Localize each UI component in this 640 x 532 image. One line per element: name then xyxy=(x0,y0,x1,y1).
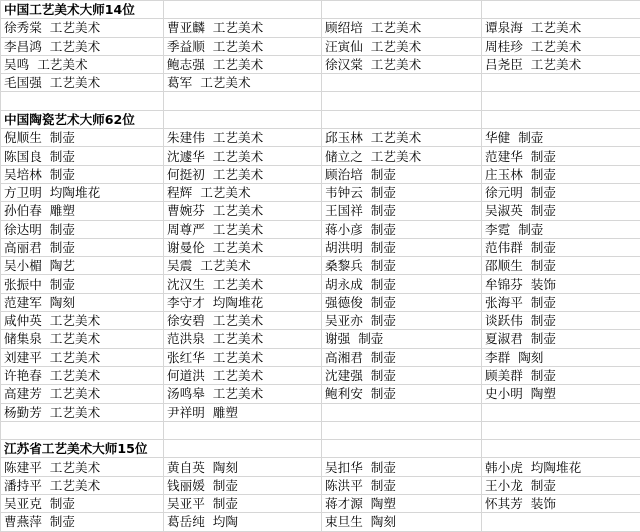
master-name-craft: 周桂珍 工艺美术 xyxy=(485,39,581,54)
master-name-craft: 吴亚克 制壶 xyxy=(4,496,75,511)
master-name-craft: 谢曼伦 工艺美术 xyxy=(167,240,263,255)
master-cell[interactable] xyxy=(322,495,482,513)
master-name-craft: 陈国良 制壶 xyxy=(4,149,75,164)
master-cell[interactable] xyxy=(322,312,482,330)
master-cell[interactable] xyxy=(1,129,164,147)
empty-cell[interactable] xyxy=(164,421,322,439)
empty-cell[interactable] xyxy=(322,421,482,439)
table-row xyxy=(1,55,640,73)
master-name-craft: 葛军 工艺美术 xyxy=(167,75,251,90)
master-name-craft: 韩小虎 均陶堆花 xyxy=(485,460,581,475)
master-cell[interactable] xyxy=(1,293,164,311)
master-name-craft: 何挺初 工艺美术 xyxy=(167,167,263,182)
master-name-craft: 曹燕萍 制壶 xyxy=(4,514,75,529)
master-name-craft: 李守才 均陶堆花 xyxy=(167,295,263,310)
master-cell[interactable] xyxy=(322,257,482,275)
master-cell[interactable] xyxy=(322,513,482,531)
master-name-craft: 吴亚亦 制壶 xyxy=(325,313,396,328)
master-cell[interactable] xyxy=(164,129,322,147)
master-name-craft: 顾治培 制壶 xyxy=(325,167,396,182)
master-name-craft: 吴培林 制壶 xyxy=(4,167,75,182)
master-cell[interactable] xyxy=(1,257,164,275)
empty-cell[interactable] xyxy=(1,92,164,110)
table-row xyxy=(1,275,640,293)
master-name-craft: 徐安碧 工艺美术 xyxy=(167,313,263,328)
empty-cell[interactable] xyxy=(322,74,482,92)
empty-cell[interactable] xyxy=(482,74,640,92)
table-row xyxy=(1,513,640,531)
master-cell[interactable] xyxy=(164,366,322,384)
master-cell[interactable] xyxy=(322,330,482,348)
master-cell[interactable] xyxy=(322,476,482,494)
master-name-craft: 蒋小彦 制壶 xyxy=(325,222,396,237)
master-cell[interactable] xyxy=(482,385,640,403)
master-cell[interactable] xyxy=(482,37,640,55)
master-name-craft: 怀其芳 装饰 xyxy=(485,496,556,511)
master-cell[interactable] xyxy=(164,74,322,92)
master-cell[interactable] xyxy=(322,202,482,220)
master-name-craft: 方卫明 均陶堆花 xyxy=(4,185,100,200)
empty-cell[interactable] xyxy=(482,403,640,421)
table-row xyxy=(1,403,640,421)
table-row xyxy=(1,348,640,366)
master-name-craft: 陈建平 工艺美术 xyxy=(4,460,100,475)
master-name-craft: 徐元明 制壶 xyxy=(485,185,556,200)
master-cell[interactable] xyxy=(322,55,482,73)
master-cell[interactable] xyxy=(164,495,322,513)
section-title-text: 江苏省工艺美术大师15位 xyxy=(4,441,147,456)
empty-cell[interactable] xyxy=(322,440,482,458)
master-name-craft: 何道洪 工艺美术 xyxy=(167,368,263,383)
master-name-craft: 邵顺生 制壶 xyxy=(485,258,556,273)
master-cell[interactable] xyxy=(1,37,164,55)
master-cell[interactable] xyxy=(482,348,640,366)
empty-cell[interactable] xyxy=(164,110,322,128)
master-cell[interactable] xyxy=(1,458,164,476)
master-cell[interactable] xyxy=(1,202,164,220)
empty-cell[interactable] xyxy=(482,440,640,458)
master-name-craft: 储立之 工艺美术 xyxy=(325,149,421,164)
master-name-craft: 范建军 陶刻 xyxy=(4,295,75,310)
master-cell[interactable] xyxy=(1,19,164,37)
master-cell[interactable] xyxy=(1,330,164,348)
master-name-craft: 高建芳 工艺美术 xyxy=(4,386,100,401)
table-row xyxy=(1,129,640,147)
master-name-craft: 顾绍培 工艺美术 xyxy=(325,20,421,35)
master-name-craft: 张振中 制壶 xyxy=(4,277,75,292)
master-name-craft: 徐达明 制壶 xyxy=(4,222,75,237)
master-cell[interactable] xyxy=(164,238,322,256)
empty-cell[interactable] xyxy=(482,110,640,128)
master-name-craft: 陈洪平 制壶 xyxy=(325,478,396,493)
master-name-craft: 张红华 工艺美术 xyxy=(167,350,263,365)
master-cell[interactable] xyxy=(322,366,482,384)
master-name-craft: 牟锦芬 装饰 xyxy=(485,277,556,292)
master-cell[interactable] xyxy=(164,385,322,403)
empty-cell[interactable] xyxy=(1,421,164,439)
master-name-craft: 许艳春 工艺美术 xyxy=(4,368,100,383)
empty-cell[interactable] xyxy=(164,1,322,19)
master-cell[interactable] xyxy=(482,458,640,476)
empty-cell[interactable] xyxy=(322,403,482,421)
master-name-craft: 鲍志强 工艺美术 xyxy=(167,57,263,72)
table-row xyxy=(1,366,640,384)
section-title-text: 中国陶瓷艺术大师62位 xyxy=(4,112,135,127)
master-cell[interactable] xyxy=(322,348,482,366)
master-cell[interactable] xyxy=(1,348,164,366)
master-name-craft: 杨勤芳 工艺美术 xyxy=(4,405,100,420)
master-name-craft: 李霓 制壶 xyxy=(485,222,543,237)
master-name-craft: 储集泉 工艺美术 xyxy=(4,331,100,346)
master-name-craft: 蒋才源 陶塑 xyxy=(325,496,396,511)
empty-cell[interactable] xyxy=(322,1,482,19)
master-name-craft: 范建华 制壶 xyxy=(485,149,556,164)
master-name-craft: 咸仲英 工艺美术 xyxy=(4,313,100,328)
master-cell[interactable] xyxy=(482,183,640,201)
master-cell[interactable] xyxy=(1,476,164,494)
master-cell[interactable] xyxy=(322,220,482,238)
master-name-craft: 李群 陶刻 xyxy=(485,350,543,365)
master-cell[interactable] xyxy=(1,495,164,513)
empty-cell[interactable] xyxy=(482,1,640,19)
master-name-craft: 程辉 工艺美术 xyxy=(167,185,251,200)
table-row xyxy=(1,37,640,55)
master-cell[interactable] xyxy=(322,165,482,183)
master-cell[interactable] xyxy=(482,293,640,311)
section-title[interactable] xyxy=(1,1,164,19)
table-row xyxy=(1,312,640,330)
master-cell[interactable] xyxy=(1,513,164,531)
master-name-craft: 曹亚麟 工艺美术 xyxy=(167,20,263,35)
empty-cell[interactable] xyxy=(482,92,640,110)
table-row xyxy=(1,476,640,494)
master-name-craft: 周尊严 工艺美术 xyxy=(167,222,263,237)
master-name-craft: 黄自英 陶刻 xyxy=(167,460,238,475)
master-cell[interactable] xyxy=(164,275,322,293)
section-title-text: 中国工艺美术大师14位 xyxy=(4,2,135,17)
master-cell[interactable] xyxy=(1,385,164,403)
section-title[interactable] xyxy=(1,110,164,128)
master-cell[interactable] xyxy=(482,476,640,494)
master-name-craft: 刘建平 工艺美术 xyxy=(4,350,100,365)
master-cell[interactable] xyxy=(322,129,482,147)
master-cell[interactable] xyxy=(482,19,640,37)
master-cell[interactable] xyxy=(164,147,322,165)
table-row xyxy=(1,238,640,256)
master-cell[interactable] xyxy=(482,55,640,73)
master-cell[interactable] xyxy=(164,476,322,494)
master-name-craft: 毛国强 工艺美术 xyxy=(4,75,100,90)
section-heading-row xyxy=(1,440,640,458)
master-name-craft: 庄玉林 制壶 xyxy=(485,167,556,182)
master-cell[interactable] xyxy=(482,366,640,384)
master-cell[interactable] xyxy=(322,275,482,293)
master-cell[interactable] xyxy=(1,183,164,201)
table-body xyxy=(1,1,640,532)
table-row xyxy=(1,19,640,37)
table-row xyxy=(1,330,640,348)
master-name-craft: 强德俊 制壶 xyxy=(325,295,396,310)
table-row xyxy=(1,147,640,165)
master-name-craft: 沈汉生 工艺美术 xyxy=(167,277,263,292)
master-cell[interactable] xyxy=(1,366,164,384)
empty-cell[interactable] xyxy=(322,92,482,110)
master-name-craft: 史小明 陶塑 xyxy=(485,386,556,401)
table-row xyxy=(1,165,640,183)
master-name-craft: 范伟群 制壶 xyxy=(485,240,556,255)
master-name-craft: 桑黎兵 制壶 xyxy=(325,258,396,273)
master-name-craft: 吴淑英 制壶 xyxy=(485,203,556,218)
master-name-craft: 汤鸣皋 工艺美术 xyxy=(167,386,263,401)
master-name-craft: 葛岳纯 均陶 xyxy=(167,514,238,529)
master-cell[interactable] xyxy=(322,147,482,165)
master-cell[interactable] xyxy=(1,220,164,238)
master-name-craft: 谢强 制壶 xyxy=(325,331,383,346)
master-name-craft: 李昌鸿 工艺美术 xyxy=(4,39,100,54)
master-cell[interactable] xyxy=(1,275,164,293)
master-cell[interactable] xyxy=(164,458,322,476)
empty-cell[interactable] xyxy=(164,92,322,110)
empty-cell[interactable] xyxy=(164,440,322,458)
master-cell[interactable] xyxy=(164,513,322,531)
master-name-craft: 胡永成 制壶 xyxy=(325,277,396,292)
master-name-craft: 徐秀棠 工艺美术 xyxy=(4,20,100,35)
master-name-craft: 季益顺 工艺美术 xyxy=(167,39,263,54)
table-row xyxy=(1,495,640,513)
master-cell[interactable] xyxy=(482,220,640,238)
master-cell[interactable] xyxy=(482,495,640,513)
master-name-craft: 胡洪明 制壶 xyxy=(325,240,396,255)
master-cell[interactable] xyxy=(164,165,322,183)
master-name-craft: 范洪泉 工艺美术 xyxy=(167,331,263,346)
master-cell[interactable] xyxy=(164,312,322,330)
empty-cell[interactable] xyxy=(482,513,640,531)
master-cell[interactable] xyxy=(1,312,164,330)
master-name-craft: 束旦生 陶刻 xyxy=(325,514,396,529)
master-name-craft: 华健 制壶 xyxy=(485,130,543,145)
master-cell[interactable] xyxy=(482,275,640,293)
master-cell[interactable] xyxy=(164,55,322,73)
master-cell[interactable] xyxy=(1,74,164,92)
master-cell[interactable] xyxy=(322,19,482,37)
master-name-craft: 吴鸣 工艺美术 xyxy=(4,57,88,72)
master-name-craft: 顾美群 制壶 xyxy=(485,368,556,383)
master-name-craft: 韦钟云 制壶 xyxy=(325,185,396,200)
master-name-craft: 沈建强 制壶 xyxy=(325,368,396,383)
master-name-craft: 吴扣华 制壶 xyxy=(325,460,396,475)
master-cell[interactable] xyxy=(164,257,322,275)
master-cell[interactable] xyxy=(164,220,322,238)
master-name-craft: 尹祥明 雕塑 xyxy=(167,405,238,420)
master-cell[interactable] xyxy=(482,238,640,256)
master-cell[interactable] xyxy=(482,330,640,348)
master-name-craft: 邱玉林 工艺美术 xyxy=(325,130,421,145)
master-cell[interactable] xyxy=(164,19,322,37)
master-cell[interactable] xyxy=(482,257,640,275)
section-title[interactable] xyxy=(1,440,164,458)
master-cell[interactable] xyxy=(1,238,164,256)
master-name-craft: 潘持平 工艺美术 xyxy=(4,478,100,493)
master-cell[interactable] xyxy=(322,183,482,201)
master-name-craft: 夏淑君 制壶 xyxy=(485,331,556,346)
master-cell[interactable] xyxy=(322,238,482,256)
master-cell[interactable] xyxy=(164,202,322,220)
master-name-craft: 钱丽媛 制壶 xyxy=(167,478,238,493)
master-cell[interactable] xyxy=(322,37,482,55)
master-name-craft: 王国祥 制壶 xyxy=(325,203,396,218)
master-name-craft: 沈遽华 工艺美术 xyxy=(167,149,263,164)
master-cell[interactable] xyxy=(322,458,482,476)
master-cell[interactable] xyxy=(1,403,164,421)
table-row xyxy=(1,257,640,275)
master-cell[interactable] xyxy=(322,385,482,403)
master-name-craft: 谭泉海 工艺美术 xyxy=(485,20,581,35)
master-cell[interactable] xyxy=(1,55,164,73)
empty-cell[interactable] xyxy=(322,110,482,128)
master-cell[interactable] xyxy=(482,202,640,220)
master-cell[interactable] xyxy=(482,312,640,330)
master-name-craft: 倪顺生 制壶 xyxy=(4,130,75,145)
master-cell[interactable] xyxy=(164,403,322,421)
table-row xyxy=(1,74,640,92)
master-cell[interactable] xyxy=(164,293,322,311)
master-name-craft: 高湘君 制壶 xyxy=(325,350,396,365)
section-heading-row xyxy=(1,110,640,128)
table-row xyxy=(1,458,640,476)
table-row xyxy=(1,220,640,238)
master-name-craft: 王小龙 制壶 xyxy=(485,478,556,493)
master-cell[interactable] xyxy=(164,348,322,366)
section-heading-row xyxy=(1,1,640,19)
master-name-craft: 张海平 制壶 xyxy=(485,295,556,310)
table-row xyxy=(1,385,640,403)
master-cell[interactable] xyxy=(164,183,322,201)
master-cell[interactable] xyxy=(482,165,640,183)
master-name-craft: 鲍利安 制壶 xyxy=(325,386,396,401)
blank-row xyxy=(1,92,640,110)
empty-cell[interactable] xyxy=(482,421,640,439)
table-row xyxy=(1,183,640,201)
master-cell[interactable] xyxy=(1,165,164,183)
master-name-craft: 吴小楣 陶艺 xyxy=(4,258,75,273)
master-name-craft: 吕尧臣 工艺美术 xyxy=(485,57,581,72)
master-cell[interactable] xyxy=(322,293,482,311)
master-name-craft: 徐汉棠 工艺美术 xyxy=(325,57,421,72)
master-name-craft: 吴震 工艺美术 xyxy=(167,258,251,273)
master-name-craft: 曹婉芬 工艺美术 xyxy=(167,203,263,218)
master-name-craft: 孙伯春 雕塑 xyxy=(4,203,75,218)
master-name-craft: 汪寅仙 工艺美术 xyxy=(325,39,421,54)
master-name-craft: 谈跃伟 制壶 xyxy=(485,313,556,328)
master-cell[interactable] xyxy=(482,147,640,165)
master-cell[interactable] xyxy=(164,330,322,348)
blank-row xyxy=(1,421,640,439)
table-row xyxy=(1,293,640,311)
master-cell[interactable] xyxy=(482,129,640,147)
master-name-craft: 吴亚平 制壶 xyxy=(167,496,238,511)
master-cell[interactable] xyxy=(1,147,164,165)
master-name-craft: 朱建伟 工艺美术 xyxy=(167,130,263,145)
master-cell[interactable] xyxy=(164,37,322,55)
master-name-craft: 高丽君 制壶 xyxy=(4,240,75,255)
table-row xyxy=(1,202,640,220)
